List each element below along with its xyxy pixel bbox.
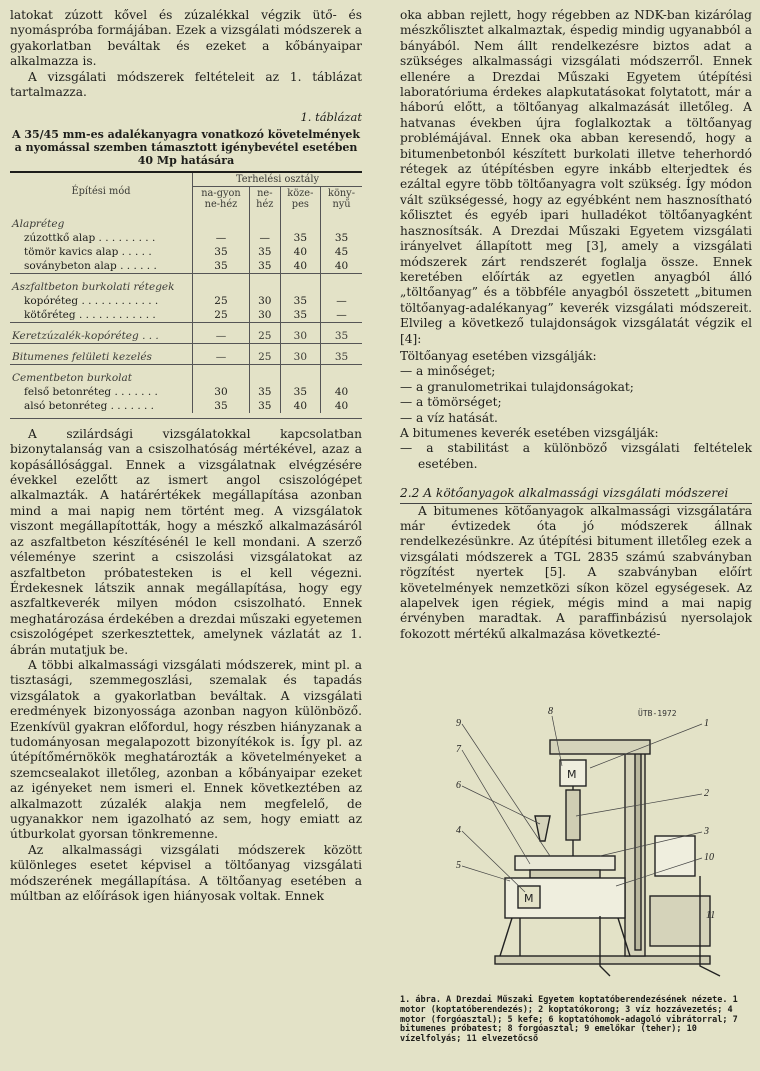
table-cell: 25 [249, 322, 280, 343]
table-cell [193, 273, 250, 294]
list-item: — a granulometrikai tulajdonságokat; [400, 379, 634, 394]
figure-stamp: ÜTB-1972 [638, 709, 677, 718]
table-cell: 35 [193, 399, 250, 413]
table-row [10, 294, 362, 308]
section-heading: 2.2 A kötőanyagok alkalmassági vizsgálati módszerei [400, 486, 752, 503]
table-cell [249, 211, 280, 231]
table-cell [249, 273, 280, 294]
table-cell: — [193, 231, 250, 245]
figure-label-8: 8 [548, 706, 553, 717]
table-cell: 30 [249, 294, 280, 308]
requirements-table [10, 171, 362, 419]
list-intro: Töltőanyag esetében vizsgálják: [400, 348, 597, 363]
figure-label-5: 5 [456, 860, 461, 871]
table-cell: 40 [321, 259, 362, 274]
table-row-label: kötőréteg . . . . . . . . . . . . [24, 308, 156, 321]
table-cell: — [321, 294, 362, 308]
table-section-name: Keretzúzalék-kopóréteg . . . [10, 322, 193, 343]
table-reference-paragraph: A vizsgálati módszerek feltételeit az 1. táblázat tartalmazza. [10, 69, 362, 100]
figure-label-4: 4 [456, 825, 461, 836]
table-section-name: Alapréteg [12, 217, 65, 230]
svg-text:M: M [567, 768, 577, 781]
table-cell [280, 364, 320, 385]
figure-label-9: 9 [456, 718, 461, 729]
table-cell: 25 [249, 343, 280, 364]
table-cell: 40 [321, 399, 362, 413]
list-intro: A bitumenes keverék esetében vizsgálják: [400, 425, 659, 440]
table-row-label: soványbeton alap . . . . . . [24, 259, 157, 272]
list-item: — a minőséget; [400, 364, 496, 379]
table-cell [321, 211, 362, 231]
figure-label-11: 11 [706, 910, 716, 921]
table-cell: 40 [280, 399, 320, 413]
list-item: — a víz hatását. [400, 410, 498, 425]
left-body-text [10, 427, 362, 905]
table-cell: 35 [321, 343, 362, 364]
paragraph: A szilárdsági vizsgálatokkal kapcsolatban bizonytalanság van a csiszolhatóság mértékével, azaz a kopásállósággal. Ennek a vizsgálatnak elvégzésére évekkel ezelőtt az ismert angol csiszológépet alkalmazták. A határértékek megállapítása azonban mind a mai napig nem történt meg. A vizsgálatok viszont megállapították, hogy a mészkő alkalmazásáról az aszfaltbeton készítésénél le kell mondani. A szerző véleménye szerint a csiszolási vizsgálatokat az aszfaltbeton próbatesteken is el kell végezni. Érdekesnek látszik annak megállapítása, hogy egy aszfaltkeverék milyen módon csiszolható. Ennek meghatározása érdekében a drezdai műszaki egyetemen csiszológépet szerkesztettek, amelynek vázlatát az 1. ábrán mutatjuk be. [10, 426, 362, 657]
table-number: 1. táblázat [300, 110, 362, 125]
table-row-label: felső betonréteg . . . . . . . [24, 385, 158, 398]
table-section-name: Aszfaltbeton burkolati rétegek [10, 273, 193, 294]
filler-test-list [400, 349, 752, 472]
table-cell [193, 364, 250, 385]
table-cell: 35 [280, 308, 320, 323]
right-column [400, 8, 752, 642]
figure-label-10: 10 [704, 852, 714, 863]
table-cell: 30 [249, 308, 280, 323]
table-cell: 35 [193, 259, 250, 274]
table-row [10, 399, 362, 413]
table-cell: 35 [280, 231, 320, 245]
table-row [10, 231, 362, 245]
table-cell: — [193, 343, 250, 364]
lever-arm [550, 740, 650, 754]
table-row [10, 259, 362, 274]
col-header-medium: köze-pes [280, 186, 320, 211]
grinding-machine-figure [400, 706, 752, 990]
table-row-label: alsó betonréteg . . . . . . . [24, 399, 155, 412]
paragraph: A bitumenes kötőanyagok alkalmassági vizsgálatára már évtizedek óta jó módszerek állnak rendelkezésünkre. Az útépítési bitument illetőleg ezek a vizsgálati módszerek a TGL 2835 számú szabványban rögzítést nyertek [5]. A szabványban előírt követelmények nemzetközi síkon közel egységesek. Az alapelvek igen régiek, mégis mind a mai napig érvényben maradtak. A paraffinbázisú nyersolajok fokozott mértékű alkalmazása következté- [400, 503, 752, 641]
table-cell: 35 [280, 294, 320, 308]
table-cell: 30 [193, 385, 250, 399]
table-cell: 35 [193, 245, 250, 259]
table-title: A 35/45 mm-es adalékanyagra vonatkozó követelmények a nyomással szemben támasztott igénybevétel esetében 40 Mp hatására [11, 127, 361, 167]
paragraph: A többi alkalmassági vizsgálati módszerek, mint pl. a tisztasági, szemmegoszlási, szemalak és tapadás vizsgálatok a gyakorlatban beváltak. A vizsgálati eredmények bizonyossága azonban nagyon különböző. Ezenkívül gyakran előfordul, hogy részben hiányzanak a tudományosan megalapozott bizonyítékok is. Így pl. az útépítőmérnökök meghatározták a követelményeket a szemcsealakot illetőleg, azonban a kőbányaipar ezeket az igényeket nem ismeri el. Ennek következtében az alkalmazott zúzalék alakja nem megfelelő, de ugyanakkor nem igazolható az sem, hogy emiatt az útburkolat gyorsan tönkremenne. [10, 657, 362, 842]
table-cell [280, 273, 320, 294]
figure-label-7: 7 [456, 744, 461, 755]
table-cell: 35 [249, 245, 280, 259]
figure-label-2: 2 [704, 788, 709, 799]
table-row [10, 385, 362, 399]
table-cell [249, 364, 280, 385]
table-cell: 25 [193, 294, 250, 308]
table-body [10, 211, 362, 419]
col-header-light: köny-nyű [321, 186, 362, 211]
table-row [10, 308, 362, 323]
col-header-heavy: ne-héz [249, 186, 280, 211]
svg-text:M: M [524, 892, 534, 905]
table-cell: 30 [280, 322, 320, 343]
list-item: — a tömörséget; [400, 395, 502, 410]
intro-paragraph: latokat zúzott kővel és zúzalékkal végzik ütő- és nyomáspróba formájában. Ezek a vizsgálati módszerek a gyakorlatban beváltak és ezeket a kőbányaipar alkalmazza is. [10, 8, 362, 69]
figure-caption: 1. ábra. A Drezdai Műszaki Egyetem koptatóberendezésének nézete. 1 motor (koptatóberendezés); 2 koptatókorong; 3 víz hozzávezetés; 4 motor (forgóasztal); 5 kefe; 6 koptatóhomok-adagoló vibrátorral; 7 bitumenes próbatest; 8 forgóasztal; 9 emelőkar (teher); 10 vízelfolyás; 11 elvezetőcső [400, 995, 738, 1045]
table-cell: — [193, 322, 250, 343]
table-section-name: Bitumenes felületi kezelés [10, 343, 193, 364]
table-cell [321, 364, 362, 385]
table-section-name: Cementbeton burkolat [10, 364, 193, 385]
figure-label-3: 3 [704, 826, 709, 837]
table-cell: 30 [280, 343, 320, 364]
figure-label-1: 1 [704, 718, 709, 729]
table-row-label: kopóréteg . . . . . . . . . . . . [24, 294, 159, 307]
col-header-load-class: Terhelési osztály [193, 172, 363, 187]
figure-label-6: 6 [456, 780, 461, 791]
table-cell: 40 [280, 245, 320, 259]
list-item: — a stabilitást a különböző vizsgálati feltételek esetében. [400, 441, 752, 471]
grinding-disc [515, 856, 615, 870]
table-cell [321, 273, 362, 294]
table-cell: 35 [249, 259, 280, 274]
table-row-label: zúzottkő alap . . . . . . . . . [24, 231, 156, 244]
table-cell: — [321, 308, 362, 323]
table-row-label: tömör kavics alap . . . . . [24, 245, 152, 258]
table-cell: 45 [321, 245, 362, 259]
paragraph: oka abban rejlett, hogy régebben az NDK-ban kizárólag mészkőlisztet alkalmaztak, éspedig mindig ugyanabból a bányából. Nem állt rendelkezésre biztos adat a szükséges alkalmassági vizsgálati módszerről. Ennek ellenére a Drezdai Műszaki Egyetem útépítési laboratóriuma érdekes alapkutatásokat folytatott, már a háború előtt, a töltőanyag alkalmazását illetőleg. A hatvanas években újra foglalkoztak a töltőanyag problémájával. Ennek oka abban keresendő, hogy a bitumenbetonból készített burkolati illetve teherhordó rétegek az útépítésben egyre inkább elterjedtek és ezáltal egyre több töltőanyagra volt szükség. Így módon vált szükségessé, hogy az egyébként nem hasznosítható kőlisztet és egyéb ipari hulladékot töltőanyagként hasznosítsák. A Drezdai Műszaki Egyetem vizsgálati irányelvet állapított meg [3], amely a vizsgálati módszerek zárt rendszerét foglalja össze. Ennek keretében előírták az egyetlen anyagból álló „töltőanyag” és a többféle anyagból összetett „bitumen töltőanyag-adalékanyag” keverék vizsgálati módszereit. Elvileg a következő tulajdonságok vizsgálatát végzik el [4]: [400, 8, 752, 346]
table-cell: 40 [321, 385, 362, 399]
table-cell [193, 211, 250, 231]
paragraph: Az alkalmassági vizsgálati módszerek között különleges esetet képvisel a töltőanyag vizsgálati módszerének megállapítása. A töltőanyag esetében a múltban az előírások igen hiányosak voltak. Ennek [10, 842, 362, 904]
col-header-building-mode: Építési mód [10, 172, 193, 211]
table-row [10, 245, 362, 259]
table-cell: 35 [321, 231, 362, 245]
table-cell: 35 [280, 385, 320, 399]
table-cell: — [249, 231, 280, 245]
col-header-very-heavy: na-gyon ne-héz [193, 186, 250, 211]
table-cell: 25 [193, 308, 250, 323]
left-column [10, 8, 362, 904]
table-cell [280, 211, 320, 231]
table-cell: 35 [249, 399, 280, 413]
machine-base [495, 956, 710, 964]
table-cell: 35 [321, 322, 362, 343]
table-cell: 35 [249, 385, 280, 399]
table-cell: 40 [280, 259, 320, 274]
